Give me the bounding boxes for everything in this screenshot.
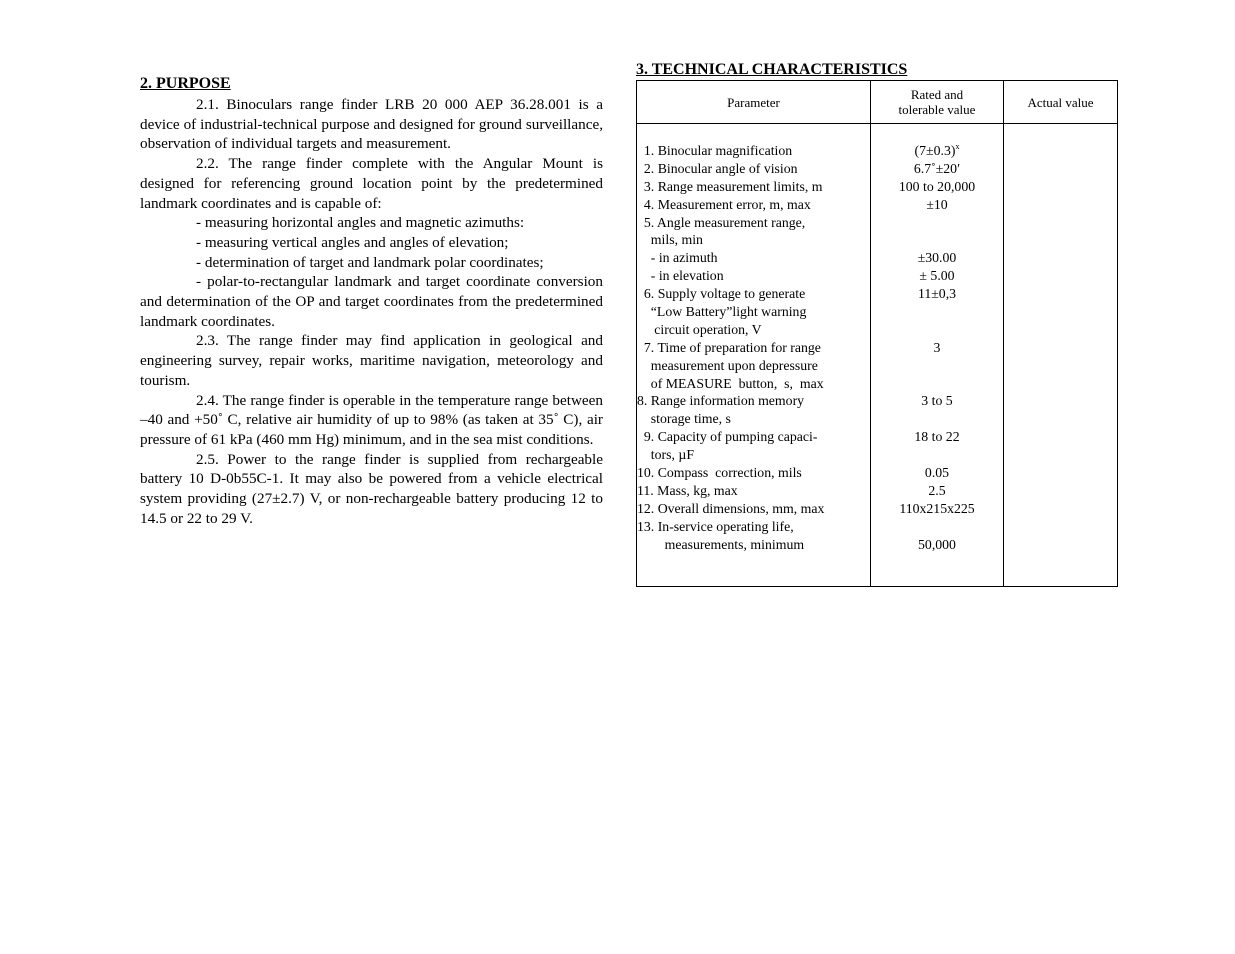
rated-value-line (871, 375, 1003, 393)
table-header-row (637, 81, 1118, 124)
parameter-line: 13. In-service operating life, (637, 518, 794, 534)
parameter-line: 4. Measurement error, m, max (637, 196, 811, 212)
purpose-paragraph-2-5: 2.5. Power to the range finder is supplied from rechargeable battery 10 D-0b55C-1. It may also be powered from a vehicle electrical system providing (27±2.7) V, or non-rechargeable battery producing 12 to 14.5 or 22 to 29 V. (140, 450, 603, 527)
parameter-line: 1. Binocular magnification (637, 143, 793, 158)
rated-value-line (871, 446, 1003, 464)
rated-value-line: 6.7˚±20′ (913, 160, 961, 176)
rated-value-line: 3 (933, 339, 941, 355)
rated-value-line: ±10 (926, 196, 948, 212)
purpose-section (140, 74, 603, 528)
header-rated-line-1: Rated and (910, 87, 964, 102)
rated-value-line (871, 357, 1003, 375)
purpose-paragraph-2-3: 2.3. The range finder may find application in geological and engineering survey, repair works, maritime navigation, meteorology and tourism. (140, 332, 603, 389)
rated-value-list (871, 124, 1003, 553)
purpose-bullet-coordinate-conversion: - polar-to-rectangular landmark and target coordinate conversion and determination of the OP and target coordinates from the predetermined landmark coordinates. (140, 273, 603, 330)
purpose-paragraph-2-4: 2.4. The range finder is operable in the temperature range between –40 and +50˚ C, relative air humidity of up to 98% (as taken at 35˚ C), air pressure of 61 kPa (460 mm Hg) minimum, and in the sea mist conditions. (140, 391, 603, 448)
rated-value-line: 11±0,3 (917, 286, 957, 302)
rated-value-line (871, 518, 1003, 536)
technical-characteristics-table (636, 80, 1118, 587)
rated-value-line: 3 to 5 (921, 393, 953, 409)
parameter-line: 11. Mass, kg, max (637, 482, 738, 498)
parameter-line: tors, µF (637, 447, 695, 463)
parameter-line: measurements, minimum (637, 536, 805, 552)
rated-value-line (871, 321, 1003, 339)
parameter-line: 6. Supply voltage to generate (637, 286, 806, 302)
header-parameter: Parameter (637, 81, 871, 124)
rated-value-line: 110x215x225 (899, 500, 975, 516)
rated-value-line (871, 214, 1003, 232)
parameter-line: measurement upon depressure (637, 357, 818, 373)
parameter-list (637, 124, 870, 553)
purpose-bullet-horizontal-angles: - measuring horizontal angles and magnetic azimuths: (196, 214, 525, 232)
parameter-line: “Low Battery”light warning (637, 304, 807, 320)
parameter-line: - in elevation (637, 268, 724, 284)
parameter-line: storage time, s (637, 411, 731, 427)
rated-value-line (871, 410, 1003, 428)
purpose-paragraph-2-1: 2.1. Binoculars range finder LRB 20 000 AEP 36.28.001 is a device of industrial-technical purpose and designed for ground surveillance, observation of individual targets and measurement. (140, 96, 603, 153)
actual-value-cell (1004, 124, 1118, 587)
purpose-heading: 2. PURPOSE (140, 75, 231, 92)
header-actual-value: Actual value (1004, 81, 1118, 124)
rated-value-line (871, 303, 1003, 321)
rated-value-cell (871, 124, 1004, 587)
parameter-line: 5. Angle measurement range, (637, 214, 806, 230)
parameter-line: - in azimuth (637, 250, 718, 266)
magnification-superscript: x (955, 142, 960, 151)
rated-value-line: ± 5.00 (919, 268, 955, 284)
rated-value-line: 50,000 (918, 536, 956, 552)
rated-value-line: 18 to 22 (914, 429, 960, 445)
parameter-line: 2. Binocular angle of vision (637, 160, 798, 176)
purpose-bullet-vertical-angles: - measuring vertical angles and angles of elevation; (196, 233, 509, 251)
purpose-bullet-polar-coordinates: - determination of target and landmark polar coordinates; (196, 253, 544, 271)
parameter-line: 9. Capacity of pumping capaci- (637, 429, 818, 445)
parameter-cell (637, 124, 871, 587)
rated-value-line (871, 231, 1003, 249)
parameter-line: 8. Range information memory (637, 393, 805, 409)
parameter-line: 12. Overall dimensions, mm, max (637, 500, 825, 516)
rated-value-line: 100 to 20,000 (898, 178, 976, 194)
parameter-line: 3. Range measurement limits, m (637, 178, 823, 194)
rated-value-line: $(7\pm 0.3)^x$ (914, 142, 960, 158)
header-rated-value (871, 81, 1004, 124)
technical-characteristics-section (636, 60, 1118, 587)
parameter-line: 10. Compass correction, mils (637, 465, 802, 481)
technical-heading: 3. TECHNICAL CHARACTERISTICS (636, 61, 908, 78)
rated-value-line: 0.05 (924, 465, 950, 481)
parameter-line: mils, min (637, 232, 703, 248)
purpose-paragraph-2-2: 2.2. The range finder complete with the Angular Mount is designed for referencing ground location point by the predetermined landmark coordinates and is capable of: (140, 155, 603, 212)
parameter-line: circuit operation, V (637, 321, 762, 337)
parameter-line: of MEASURE button, s, max (637, 375, 824, 391)
header-rated-line-2: tolerable value (898, 102, 976, 117)
parameter-line: 7. Time of preparation for range (637, 339, 821, 355)
rated-value-line: 2.5 (928, 482, 946, 498)
rated-value-line: ±30.00 (917, 250, 957, 266)
table-body-row (637, 124, 1118, 587)
